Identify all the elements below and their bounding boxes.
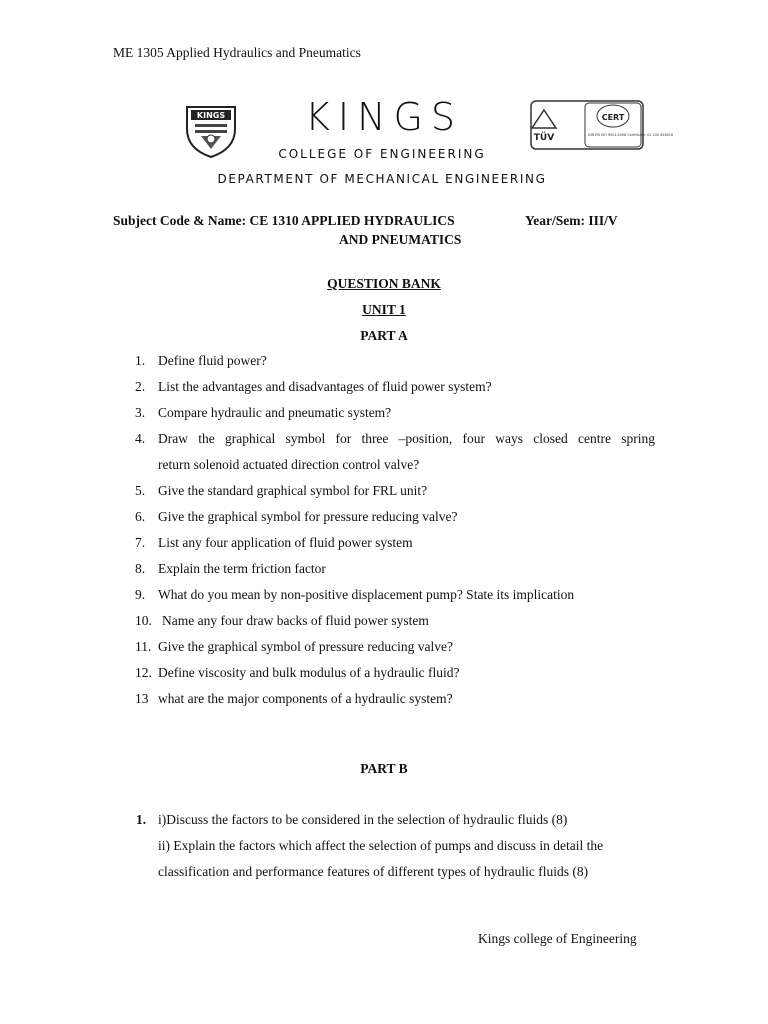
question-text: classification and performance features of different types of hydraulic fluids (8): [158, 864, 589, 879]
question-bank-heading: QUESTION BANK: [327, 276, 441, 291]
question-text: List the advantages and disadvantages of fluid power system?: [158, 379, 492, 394]
question-text: Define viscosity and bulk modulus of a hydraulic fluid?: [158, 665, 460, 680]
cert-fine-print: DIN EN ISO 9001:2008 Certificate: 01 100 058018: [588, 133, 674, 137]
college-name: COLLEGE OF ENGINEERING: [278, 147, 486, 161]
question-text: Draw the graphical symbol for three –position, four ways closed centre spring: [158, 431, 655, 446]
question-text: ii) Explain the factors which affect the selection of pumps and discuss in detail the: [158, 838, 604, 853]
question-text-continued: return solenoid actuated direction control valve?: [158, 457, 420, 472]
institution-name: KINGS: [304, 95, 464, 139]
question-text: what are the major components of a hydraulic system?: [158, 691, 453, 706]
question-number: 5.: [135, 483, 146, 498]
part-a-heading: PART A: [360, 328, 408, 343]
question-number: 9.: [135, 587, 146, 602]
question-text: Name any four draw backs of fluid power system: [162, 613, 429, 628]
question-text: List any four application of fluid power system: [158, 535, 413, 550]
question-number: 12.: [135, 665, 152, 680]
question-text: Give the graphical symbol for pressure reducing valve?: [158, 509, 458, 524]
subject-line-2: AND PNEUMATICS: [339, 232, 462, 247]
question-text: Compare hydraulic and pneumatic system?: [158, 405, 392, 420]
unit-heading: UNIT 1: [362, 302, 406, 317]
question-text: What do you mean by non-positive displacement pump? State its implication: [158, 587, 575, 602]
question-number: 8.: [135, 561, 146, 576]
question-text: i)Discuss the factors to be considered in the selection of hydraulic fluids (8): [158, 812, 568, 827]
question-number: 10.: [135, 613, 152, 628]
question-number: 1.: [135, 353, 146, 368]
question-number: 13: [135, 691, 149, 706]
question-text: Give the graphical symbol of pressure reducing valve?: [158, 639, 454, 654]
question-number: 3.: [135, 405, 146, 420]
question-text: Define fluid power?: [158, 353, 267, 368]
subject-line: Subject Code & Name: CE 1310 APPLIED HYDRAULICS: [113, 213, 455, 228]
question-number: 11.: [135, 639, 152, 654]
question-number: 1.: [136, 812, 147, 827]
tuv-cert-logo: [530, 100, 674, 150]
page-footer: Kings college of Engineering: [478, 931, 637, 946]
question-number: 4.: [135, 431, 146, 446]
cert-label: CERT: [601, 113, 625, 122]
tuv-label: TÜV: [533, 133, 555, 143]
question-text: Explain the term friction factor: [158, 561, 326, 576]
running-header: ME 1305 Applied Hydraulics and Pneumatics: [113, 45, 361, 60]
department-name: DEPARTMENT OF MECHANICAL ENGINEERING: [217, 172, 547, 186]
question-number: 2.: [135, 379, 146, 394]
year-sem: Year/Sem: III/V: [525, 213, 618, 228]
question-text: Give the standard graphical symbol for FRL unit?: [158, 483, 428, 498]
question-number: 7.: [135, 535, 146, 550]
part-b-heading: PART B: [360, 761, 408, 776]
logo-label: KINGS: [196, 111, 226, 120]
question-number: 6.: [135, 509, 146, 524]
